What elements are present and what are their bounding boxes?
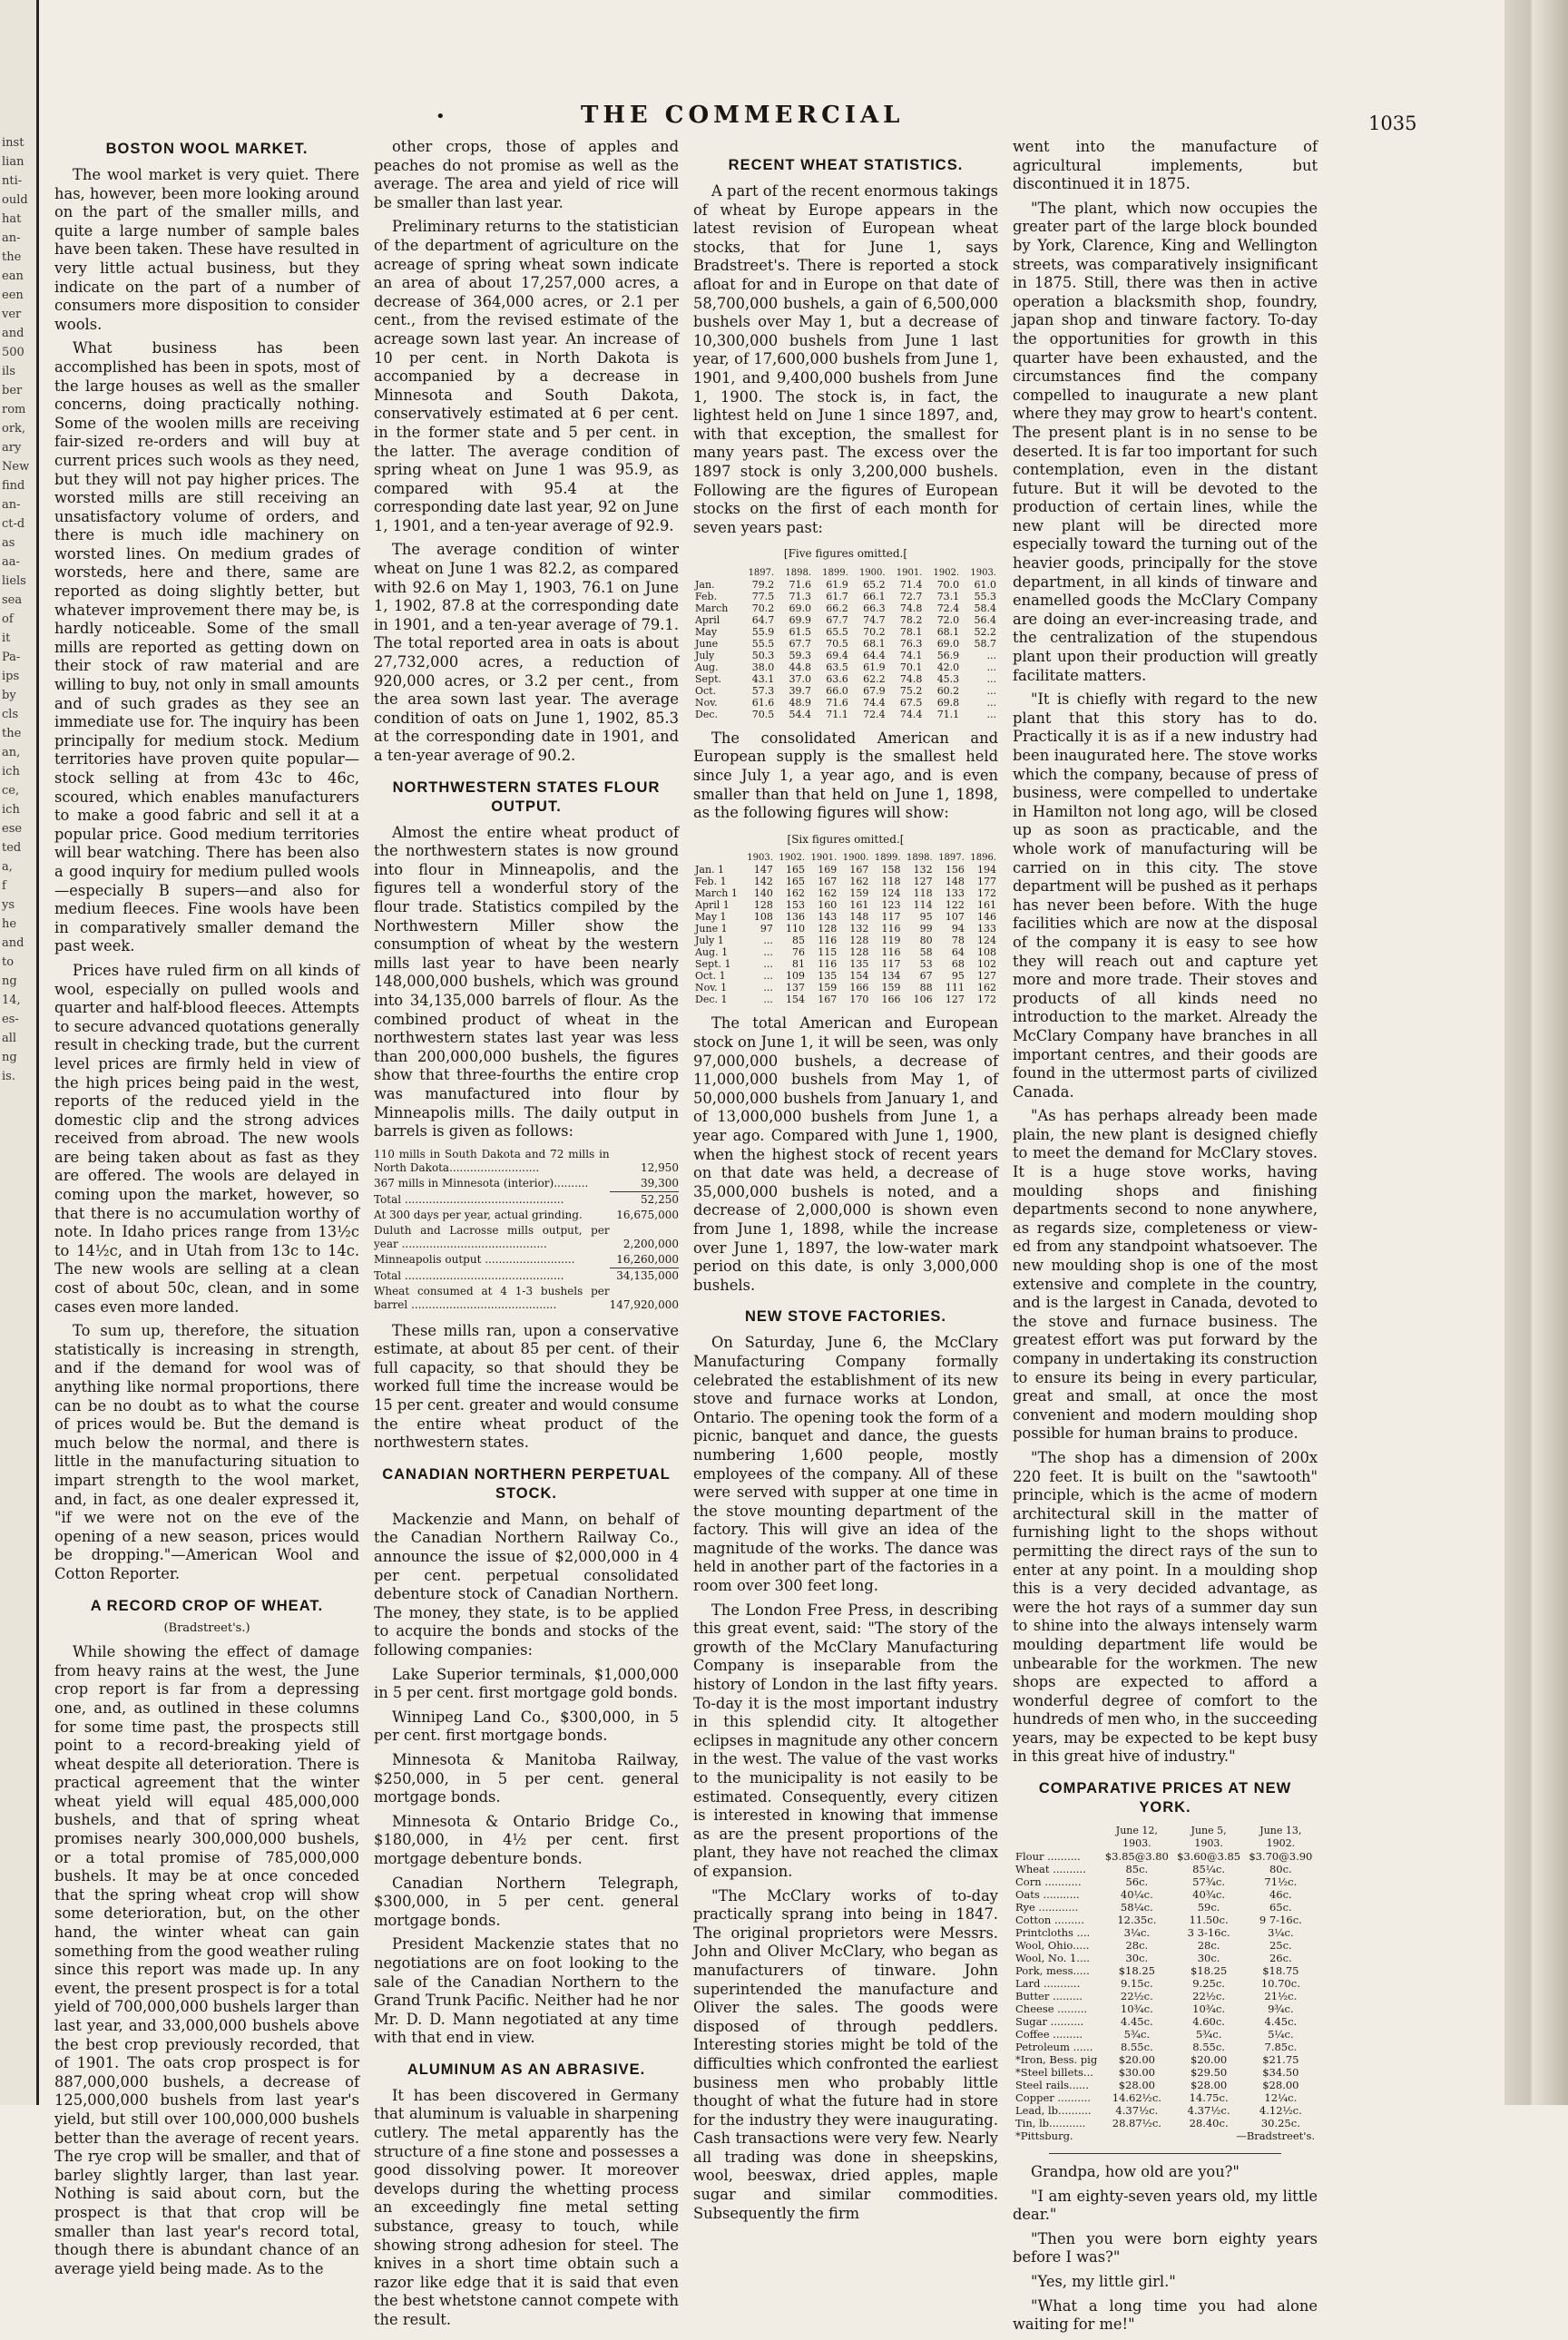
article-paragraph: "What a long time you had alone waiting for me!" — [1013, 2296, 1318, 2334]
article-title: CANADIAN NORTHERN PERPETUAL STOCK. — [382, 1465, 671, 1502]
previous-page-fragment: ver — [2, 308, 22, 321]
previous-page-fragment: he — [2, 917, 17, 931]
article-paragraph: These mills ran, upon a conservative estimate, at about 85 per cent. of their full capacity, so that should they be worked full time the increase would be 15 per cent. greater and would consume the entire wheat product of the northwestern states. — [374, 1321, 679, 1452]
table-row: Oct. 1 ... 109 135 154 134 67 95 127 — [695, 970, 996, 983]
previous-page-fragment: an- — [2, 231, 21, 245]
table-row: Dec. 1 ... 154 167 170 166 106 127 172 — [695, 994, 996, 1006]
previous-page-fragment: ng — [2, 974, 17, 988]
article-paragraph: other crops, those of apples and peaches do not promise as well as the average. The area and yield of rice will be smaller than last year. — [374, 138, 679, 211]
article-paragraph: It has been discovered in Germany that aluminum is valuable in sharpening cutlery. The metal apparently has the structure of a fine stone and possesses a good dissolving power. It moreover develops during the whetting process an exceedingly fine metal setting substance, greasy to touch, while showing strong adhesion for steel. The knives in a short time obtain such a razor like edge that it is said that even the best whetstone cannot compete with the result. — [374, 2086, 679, 2328]
previous-page-fragment: ct-d — [2, 517, 25, 531]
previous-page-fragment: es- — [2, 1013, 19, 1026]
table-row: Total .............................................. 52,250 — [374, 1192, 679, 1206]
article-title: NEW STOVE FACTORIES. — [744, 1308, 946, 1326]
article-paragraph: "The McClary works of to-day practically sprang into being in 1847. The original proprietors were Messrs. John and Oliver McClary, who began as manufacturers of tinware. John superintended the manufacture and Oliver the sales. The goods were disposed of through peddlers. Interesting stories might be told of the difficulties which confronted the earliest business men who probably little thought of what the future had in store for the industry they were inaugurating. Cash transactions were very few. Nearly all trading was done in sheepskins, wool, beeswax, dried apples, maple sugar and similar commodities. Subsequently the firm — [693, 1886, 998, 2222]
article-paragraph: Grandpa, how old are you?" — [1031, 2163, 1240, 2181]
table-header-row: June 12, 1903. June 5, 1903. June 13, 1902. — [1115, 1825, 1302, 1850]
previous-page-fragment: lian — [2, 155, 24, 169]
table-row: Duluth and Lacrosse mills output, per year .......................................... 2,200,000 — [374, 1223, 679, 1250]
previous-page-fragment: Pa- — [2, 651, 21, 664]
previous-page-fragment: an, — [2, 746, 21, 759]
table-row: Feb. 1 142 165 167 162 118 127 148 177 — [695, 876, 996, 888]
flour-output-table — [374, 1147, 679, 1313]
table-row: Corn ........... 56c. 57¾c. 71½c. — [1015, 1875, 1298, 1889]
table-row: July 1 ... 85 116 128 119 80 78 124 — [695, 935, 996, 947]
article-paragraph: Minnesota & Ontario Bridge Co., $180,000, in 4½ per cent. first mortgage debenture bonds. — [374, 1812, 679, 1867]
table-row: May 55.9 61.5 65.5 70.2 78.1 68.1 52.2 — [695, 625, 996, 638]
table-row: June 1 97 110 128 132 116 99 94 133 — [695, 923, 996, 935]
comparative-prices-table — [1013, 1825, 1318, 2142]
table-row: Cheese ......... 10¾c. 10¾c. 9¾c. — [1015, 2002, 1294, 2016]
article-paragraph: The total American and European stock on June 1, it will be seen, was only 97,000,000 bushels, a decrease of 11,000,000 bushels from May 1, of 50,000,000 bushels from January 1, and of 13,000,000 bushels from June 1, a year ago. Compared with June 1, 1900, when the highest stock of recent years on that date was held, a decrease of 35,000,000 bushels is noted, and a decrease of 2,000,000 is shown even from June 1, 1898, while the increase over June 1, 1897, the low-water mark period on this date, is only 3,000,000 bushels. — [693, 1014, 998, 1294]
table-row: Nov. 61.6 48.9 71.6 74.4 67.5 69.8 ... — [695, 696, 996, 709]
previous-page-fragment: ese — [2, 822, 23, 836]
article-paragraph: The consolidated American and European supply is the smallest held since July 1, a year ago, and is even smaller than that held on June 1, 1898, as the following figures will show: — [693, 729, 998, 822]
article-title: A RECORD CROP OF WHEAT. — [90, 1597, 324, 1614]
previous-page-edge — [0, 0, 39, 2105]
article-paragraph: "The shop has a dimension of 200x 220 feet. It is built on the "sawtooth" principle, which is the acme of modern architectural skill in the matter of furnishing light to the shops without permitting the direct rays of the sun to enter at any point. In a moulding shop this is a very decided advantage, as were the hot rays of a summer day sun to shine into the always intensely warm moulding department life would be unbearable for the workmen. The new shops are expected to afford a wonderful degree of comfort to the hundreds of men who, in the succeeding years, may be expected to be kept busy in this great hive of industry." — [1013, 1448, 1318, 1766]
table-row: Oct. 57.3 39.7 66.0 67.9 75.2 60.2 ... — [695, 684, 996, 697]
table-row: June 55.5 67.7 70.5 68.1 76.3 69.0 58.7 — [695, 637, 996, 650]
table-row: *Steel billets... $30.00 $29.50 $34.50 — [1015, 2066, 1299, 2080]
previous-page-fragment: ng — [2, 1051, 17, 1064]
table-row: Lard ........... 9.15c. 9.25c. 10.70c. — [1015, 1977, 1300, 1991]
previous-page-fragment: inst — [2, 136, 24, 150]
previous-page-fragment: rom — [2, 403, 26, 416]
article-paragraph: "The plant, which now occupies the greater part of the large block bounded by York, Clarence, King and Wellington streets, was comparatively insignificant in 1875. Still, there was then in active operation a blacksmith shop, foundry, japan shop and tinware factory. To-day the opportunities for growth in this quarter have been exhausted, and the circumstances find the company compelled to inaugurate a new plant where they may grow to heart's content. The present plant is in no sense to be deserted. It is far too important for such contemplation, even in the distant future. But it will be devoted to the production of certain lines, while the new plant will be directed more especially toward the turning out of the heavier goods, principally for the stove department, in all kinds of tinware and enamelled goods the McClary Company are doing an ever-increasing trade, and the centralization of the stupendous plant upon their production will greatly facilitate matters. — [1013, 199, 1318, 684]
previous-page-fragment: to — [2, 955, 15, 969]
book-page-edge — [1504, 0, 1568, 2105]
table-row: Feb. 77.5 71.3 61.7 66.1 72.7 73.1 55.3 — [695, 590, 996, 602]
previous-page-fragment: the — [2, 727, 22, 740]
table-row: Sept. 43.1 37.0 63.6 62.2 74.8 45.3 ... — [695, 672, 996, 685]
article-paragraph: "It is chiefly with regard to the new plant that this story has to do. Practically it is as if a new industry had been inaugurated here. The stove works which the company, because of press of business, were compelled to undertake in Hamilton not long ago, will be closed up as soon as practicable, and the whole work of manufacturing will be carried on in this city. The stove department will be pushed as it perhaps has never been before. With the huge facilities which are now at the disposal of the company it is easy to see how they will reach out and capture yet more and more trade. Their stoves and products of all kinds need no introduction to the market. Already the McClary Company have branches in all important centres, and their goods are found in the uttermost parts of civilized Canada. — [1013, 690, 1318, 1101]
previous-page-fragment: all — [2, 1032, 17, 1045]
table-row: Flour .......... $3.85@3.80 $3.60@3.85 $3.70@3.90 — [1015, 1850, 1313, 1864]
table-footnote-row: *Pittsburg. —Bradstreet's. — [1015, 2129, 1315, 2143]
previous-page-fragment: as — [2, 536, 15, 550]
previous-page-fragment: cls — [2, 708, 19, 721]
previous-page-fragment: the — [2, 250, 22, 264]
table-header-row: 1897. 1898. 1899. 1900. 1901. 1902. 1903. — [748, 567, 996, 578]
european-stocks-table — [693, 567, 998, 720]
article-paragraph: A part of the recent enormous takings of wheat by Europe appears in the latest revision of European wheat stocks, that for June 1, says Bradstreet's. There is reported a stock afloat for and in Europe on that date of 58,700,000 bushels, a gain of 6,500,000 bushels over May 1, but a decrease of 10,300,000 bushels from June 1 last year, of 17,600,000 bushels from June 1, 1901, and 9,400,000 bushels from June 1, 1900. The stock is, in fact, the lightest held on June 1 since 1897, and, with that exception, the smallest for many years past. The excess over the 1897 stock is only 3,200,000 bushels. Following are the figures of European stocks on the first of each month for seven years past: — [693, 182, 998, 536]
table-row: At 300 days per year, actual grinding. 16,675,000 — [374, 1208, 679, 1221]
table-row: Sugar .......... 4.45c. 4.60c. 4.45c. — [1015, 2015, 1298, 2029]
table-row: April 1 128 153 160 161 123 114 122 161 — [695, 899, 996, 912]
column-2 — [374, 138, 679, 2335]
page-number: 1035 — [1368, 113, 1417, 134]
table-row: *Iron, Bess. pig $20.00 $20.00 $21.75 — [1015, 2053, 1299, 2067]
table-row: Aug. 1 ... 76 115 128 116 58 64 108 — [695, 946, 996, 959]
table-row: Wheat consumed at 4 1-3 bushels per barrel .......................................... 147,920,000 — [374, 1284, 679, 1311]
previous-page-fragment: New — [2, 460, 30, 474]
table-row: Total .............................................. 34,135,000 — [374, 1268, 679, 1282]
previous-page-fragment: f — [2, 879, 6, 893]
table-row: Coffee ......... 5¾c. 5¾c. 5¼c. — [1015, 2028, 1294, 2041]
article-title: RECENT WHEAT STATISTICS. — [728, 157, 964, 173]
previous-page-fragment: nti- — [2, 174, 23, 188]
article-paragraph: Preliminary returns to the statistician of the department of agriculture on the acreage of spring wheat sown indicate an area of about 17,257,000 acres, a decrease of 364,000 acres, or 2.1 per cent., from the revised estimate of the acreage sown last year. An increase of 10 per cent. in North Dakota is accompanied by a decrease in Minnesota and South Dakota, conservatively estimated at 6 per cent. in the former state and 5 per cent. in the latter. The average condition of spring wheat on June 1 was 95.9, as compared with 95.4 at the corresponding date last year, 92 on June 1, 1901, and a ten-year average of 92.9. — [374, 218, 679, 534]
table-row: Jan. 1 147 165 169 167 158 132 156 194 — [695, 864, 996, 876]
previous-page-fragment: liels — [2, 574, 26, 588]
article-paragraph: Winnipeg Land Co., $300,000, in 5 per cent. first mortgage bonds. — [374, 1708, 679, 1745]
newspaper-page: • THE COMMERCIAL 1035 BOSTON WOOL MARKET. The wool market is very quiet. There has, however, been more looking around on the part of the smaller mills, and quite a large number of sample bales have been taken. These have resulted in very little actual business, but they indicate on the part of a number of consumers more disposition to consider wools. What business has been accomplished has been in spots, most of the large houses as well as the smaller concerns, doing practically nothing. Some of the woolen mills are receiving fair-sized re-orders and will buy at current prices such wools as they need, but they will not pay higher prices. The worsted mills are still receiving an unsatisfactory volume of orders, and there is much idle machinery on worsted lines. On medium grades of worsteds, here and there, same are reported as doing slightly better, but whatever improvement there may be, is hardly noticeable. Some of the small mills are reported as getting down on their stock of raw material and are willing to buy, not only in small amounts and of such grades as they see an immediate use for. The inquiry has been principally for medium stock. Medium territories have proven quite popular—stock selling at from 43c to 46c, scoured, which enables manufacturers to make a good fabric and sell it at a popular price. Good medium territories will bear watching. There has been also a good inquiry for medium pulled wools—especially B supers—and also for medium fleeces. Fine wools have been in comparatively smaller demand the past week. Prices have ruled firm on all kinds of wool, especially on pulled wools and quarter and half-blood fleeces. Attempts to secure advanced quotations generally result in checking trade, but the current level prices are firmly held in view of the high prices being paid in the west, reports of the reduced yield in the domestic clip and the strong advices received from abroad. The new wools are being taken about as fast as they are offered. The wools are delayed in coming upon the market, however, so that there is no accumulation worthy of note. In Idaho prices range from 13½c to 14½c, and in Utah from 13c to 14c. The new wools are selling at a clean cost of about 50c, clean, and in some cases even more landed. To sum up, therefore, the situation statistically is increasing in strength, and if the demand for wool was of anything like normal proportions, there can be no doubt as to what the course of prices would be. But the demand is much below the normal, and there is little in the manufacturing situation to impart strength to the wool market, and, in fact, as one dealer expressed it, "if we were not on the eve of the opening of a new season, prices would be dropping."—American Wool and Cotton Reporter. A RECORD CROP OF WHEAT. (Bradstreet's.) While showing the effect of damage from heavy rains at the west, the June crop report is far from a depressing one, and, as outlined in these columns for some time past, the prospects still point to a record-breaking yield of wheat despite all deterioration. There is practical agreement that the winter wheat yield will equal 485,000,000 bushels, and that of spring wheat promises nearly 300,000,000 bushels, or a total promise of 785,000,000 bushels. It may be at once conceded that the spring wheat crop will show some deterioration, but, on the other hand, the winter wheat can gain something from the good weather ruling since this report was made up. In any event, the present prospect is for a total yield of 700,000,000 bushels larger than last year, and 33,000,000 bushels above the best crop previously recorded, that of 1901. The oats crop prospect is for 887,000,000 bushels, a decrease of 125,000,000 bushels from last year's yield, but still over 100,000,000 bushels better than the average of recent years. The rye crop will be smaller, and that of barley slightly larger, than last year. Nothing is said about corn, but the prospect is that that crop will be smaller than last year's record total, though there is abundant chance of an average yield being made. As to the other crops, those of apples and peaches do not promise as well as the average. The area and yield of rice will be smaller than last year. Preliminary returns to the statistician of the department of agriculture on the acreage of spring wheat sown indicate an area of about 17,257,000 acres, a decrease of 364,000 acres, or 2.1 per cent., from the revised estimate of the acreage sown last year. An increase of 10 per cent. in North Dakota is accompanied by a decrease in Minnesota and South Dakota, conservatively estimated at 6 per cent. in the former state and 5 per cent. in the latter. The average condition of spring wheat on June 1 was 95.9, as compared with 95.4 at the corresponding date last year, 92 on June 1, 1901, and a ten-year average of 92.9. The average condition of winter wheat on June 1 was 82.2, as compared with 92.6 on May 1, 1903, 76.1 on June 1, 1902, 87.8 at the corresponding date in 1901, and a ten-year average of 79.1. The total reported area in oats is about 27,732,000 acres, a reduction of 920,000 acres, or 3.2 per cent., from the area sown last year. The average condition of oats on June 1, 1902, 85.3 at the corresponding date in 1901, and a ten-year average of 90.2. NORTHWESTERN STATES FLOUR OUTPUT. Almost the entire wheat product of the northwestern states is now ground into flour in Minneapolis, and the figures tell a wonderful story of the flour trade. Statistics compiled by the Northwestern Miller show the consumption of wheat by the western mills last year to have been nearly 148,000,000 bushels, which was ground into 34,135,000 barrels of flour. As the combined product of wheat in the northwestern states last year was less than 200,000,000 bushels, the figures show that three-fourths the entire crop was manufactured into flour by Minneapolis mills. The daily output in barrels is given as follows: 110 mills in South Dakota and 72 mills in North Dakota.......................... 12,950 367 mills in Minnesota (interior).......... 39,300 Total .............................................. 52,250 At 300 days per year, actual grinding. 16,675,000 Duluth and Lacrosse mills output, per year .......................................... 2,200,000 Minneapolis output .......................... 16,260,000 Total .............................................. 34,135,000 Wheat consumed at 4 1-3 bushels per barrel .......................................... 147,920,000 These mills ran, upon a conservative estimate, at about 85 per cent. of their full capacity, so that should they be worked full time the increase would be 15 per cent. greater and would consume the entire wheat product of the northwestern states. CANADIAN NORTHERN PERPETUAL STOCK. Mackenzie and Mann, on behalf of the Canadian Northern Railway Co., announce the issue of $2,000,000 in 4 per cent. perpetual consolidated debenture stock of Canadian Northern. The money, they state, is to be applied to acquire the bonds and stocks of the following companies: Lake Superior terminals, $1,000,000 in 5 per cent. first mortgage gold bonds. Winnipeg Land Co., $300,000, in 5 per cent. first mortgage bonds. Minnesota & Manitoba Railway, $250,000, in 5 per cent. general mortgage bonds. Minnesota & Ontario Bridge Co., $180,000, in 4½ per cent. first mortgage debenture bonds. Canadian Northern Telegraph, $300,000, in 5 per cent. general mortgage bonds. President Mackenzie states that no negotiations are on foot looking to the sale of the Canadian Northern to the Grand Trunk Pacific. Neither had he nor Mr. D. D. Mann negotiated at any time with that end in view. ALUMINUM AS AN ABRASIVE. It has been discovered in Germany that aluminum is valuable in sharpening cutlery. The metal apparently has the structure of a fine stone and possesses a good dissolving power. It moreover develops during the whetting process an exceedingly fine metal setting substance, greasy to touch, while showing strong adhesion for steel. The knives in a short time obtain such a razor like edge that it is said that even the best whetstone cannot compete with the result. RECENT WHEAT STATISTICS. A part of the recent enormous takings of wheat by Europe appears in the latest revision of European wheat stocks, that for June 1, says Bradstreet's. There is reported a stock afloat for and in Europe on that date of 58,700,000 bushels, a gain of 6,500,000 bushels over May 1, but a decrease of 10,300,000 bushels from June 1 last year, of 17,600,000 bushels from June 1, 1901, and 9,400,000 bushels from June 1, 1900. The stock is, in fact, the lightest held on June 1 since 1897, and, with that exception, the smallest for many years past. The excess over the 1897 stock is only 3,200,000 bushels. Following are the figures of European stocks on the first of each month for seven years past: [Five figures omitted.[ 1897. 1898. 1899. 1900. 1901. 1902. 1903. Jan. 79.2 71.6 61.9 65.2 71.4 70.0 61.0 Feb. 77.5 71.3 61.7 66.1 72.7 73.1 55.3 March 70.2 69.0 66.2 66.3 74.8 72.4 58.4 April 64.7 69.9 67.7 74.7 78.2 72.0 56.4 May 55.9 61.5 65.5 70.2 78.1 68.1 52.2 June 55.5 67.7 70.5 68.1 76.3 69.0 58.7 July 50.3 59.3 69.4 64.4 74.1 56.9 ... Aug. 38.0 44.8 63.5 61.9 70.1 42.0 ... Sept. 43.1 37.0 63.6 62.2 74.8 45.3 ... Oct. 57.3 39.7 66.0 67.9 75.2 60.2 ... Nov. 61.6 48.9 71.6 74.4 67.5 69.8 ... Dec. 70.5 54.4 71.1 72.4 74.4 71.1 ... The consolidated American and European supply is the smallest held since July 1, a year ago, and is even smaller than that held on June 1, 1898, as the following figures will show: [Six figures omitted.[ 1903. 1902. 1901. 1900. 1899. 1898. 1897. 1896. Jan. 1 147 165 169 167 158 132 156 194 Feb. 1 142 165 167 162 118 127 148 177 March 1 140 162 162 159 124 118 133 172 April 1 128 153 160 161 123 114 122 161 May 1 108 136 143 148 117 95 107 146 June 1 97 110 128 132 116 99 94 133 July 1 ... 85 116 128 119 80 78 124 Aug. 1 ... 76 115 128 116 58 64 108 Sept. 1 ... 81 116 135 117 53 68 102 Oct. 1 ... 109 135 154 134 67 95 127 Nov. 1 ... 137 159 166 159 88 111 162 Dec. 1 ... 154 167 170 166 106 127 172 The total American and European stock on June 1, it will be seen, was only 97,000,000 bushels, a decrease of 11,000,000 bushels from May 1, of 50,000,000 bushels from January 1, and of 13,000,000 bushels from June 1, a year ago. Compared with June 1, 1900, when the highest stock of recent years on that date was held, a decrease of 35,000,000 bushels is noted, and a decrease of 2,000,000 is shown even from June 1, 1898, while the increase over June 1, 1897, the low-water mark period on this date, is only 3,000,000 bushels. NEW STOVE FACTORIES. On Saturday, June 6, the McClary Manufacturing Company formally celebrated the establishment of its new stove and furnace works at London, Ontario. The opening took the form of a picnic, banquet and dance, the guests numbering 1,600 people, mostly employees of the company. All of these were served with supper at one time in the stove mounting department of the factory. This will give an idea of the magnitude of the works. The dance was held in another part of the factories in a room over 300 feet long. The London Free Press, in describing this great event, said: "The story of the growth of the McClary Manufacturing Company is inseparable from the history of London in the last fifty years. To-day it is the most important industry in this splendid city. It altogether eclipses in magnitude any other concern in the west. The value of the vast works to the municipality is not easily to be estimated. Consequently, every citizen is interested in knowing that immense as are the present proportions of the plant, they have not reached the climax of expansion. "The McClary works of to-day practically sprang into being in 1847. The original proprietors were Messrs. John and Oliver McClary, who began as manufacturers of tinware. John superintended the manufacture and Oliver the sales. The goods were disposed of through peddlers. Interesting stories might be told of the difficulties which confronted the earliest business men who probably little thought of what the future had in store for the industry they were inaugurating. Cash transactions were very few. Nearly all trading was done in sheepskins, wool, beeswax, dried apples, maple sugar and similar commodities. Subsequently the firm went into the manufacture of agricultural implements, but discontinued it in 1875. "The plant, which now occupies the greater part of the large block bounded by York, Clarence, King and Wellington streets, was comparatively insignificant in 1875. Still, there was then in active operation a blacksmith shop, foundry, japan shop and tinware factory. To-day the opportunities for growth in this quarter have been exhausted, and the circumstances find the company compelled to inaugurate a new plant where they may grow to heart's content. The present plant is in no sense to be deserted. It is far too important for such contemplation, even in the distant future. But it will be devoted to the production of certain lines, while the new plant will be directed more especially toward the turning out of the heavier goods, principally for the stove department, in all kinds of tinware and enamelled goods the McClary Company are doing an ever-increasing trade, and the centralization of the stupendous plant upon their production will greatly facilitate matters. "It is chiefly with regard to the new plant that this story has to do. Practically it is as if a new industry had been inaugurated here. The stove works which the company, because of press of business, were compelled to undertake in Hamilton not long ago, will be closed up as soon as practicable, and the whole work of manufacturing will be carried on in this city. The stove department will be pushed as it perhaps has never been before. With the huge facilities which are now at the disposal of the company it is easy to see how they will reach out and capture yet more and more trade. Their stoves and products of all kinds need no introduction to the market. Already the McClary Company have branches in all important centres, and their goods are found in the uttermost parts of civilized Canada. "As has perhaps already been made plain, the new plant is designed chiefly to meet the demand for McClary stoves. It is a huge stove works, having moulding shops and finishing departments second to none anywhere, as regards size, completeness or view-ed from any standpoint whatsoever. The new moulding shop is one of the most extensive and complete in the country, and is the largest in Canada, devoted to the stove and furnace business. The greatest effort was put forward by the company in undertaking its construction to ensure its being in every particular, great and small, at once the most convenient and modern moulding shop possible for human brains to produce. "The shop has a dimension of 200x 220 feet. It is built on the "sawtooth" principle, which is the acme of modern architectural skill in the matter of furnishing light to the shops without permitting the direct rays of the sun to enter at any point. In a moulding shop this is a very decided advantage, as were the hot rays of a summer day sun to shine into the always intensely warm moulding department life would be unbearable for the workmen. The new shops are expected to afford a wonderful degree of comfort to the hundreds of men who, in the succeeding years, may be expected to be kept busy in this great hive of industry." COMPARATIVE PRICES AT NEW YORK. June 12, 1903. June 5, 1903. June 13, 1902. Flour .......... $3.85@3.80 $3.60@3.85 $3.70@3.90 Wheat .......... 85c. 85¼c. 80c. Corn ........... 56c. 57¾c. 71½c. Oats ........... 40¼c. 40¾c. 46c. Rye ............ 58¼c. 59c. 65c. Cotton ......... 12.35c. 11.50c. 9 7-16c. Printcloths .... 3¼c. 3 3-16c. 3¼c. Wool, Ohio..... 28c. 28c. 25c. Wool, No. 1.... 30c. 30c. 26c. Pork, mess..... $18.25 $18.25 $18.75 Lard ........... 9.15c. 9.25c. 10.70c. Butter ......... 22½c. 22½c. 21½c. Cheese ......... 10¾c. 10¾c. 9¾c. Sugar .......... 4.45c. 4.60c. 4.45c. Coffee ......... 5¾c. 5¾c. 5¼c. Petroleum ...... 8.55c. 8.55c. 7.85c. *Iron, Bess. pig $20.00 $20.00 $21.75 *Steel billets... $30.00 $29.50 $34.50 Steel rails...... $28.00 $28.00 $28.00 Copper .......... 14.62½c. 14.75c. 12¼c. Lead, lb.......... 4.37½c. 4.37½c. 4.12½c. Tin, lb........... 28.87½c. 28.40c. 30.25c. *Pittsburg. —Bradstreet's. Grandpa, how old are you?" "I am eighty-seven years old, my little dear." "Then you were born eighty years before I was?" "Yes, my little girl." "What a long time you had alone waiting for me!" — [36, 0, 1504, 2105]
article-paragraph: While showing the effect of damage from heavy rains at the west, the June crop report is far from a depressing one, and, as outlined in these columns for some time past, the prospects still point to a record-breaking yield of wheat despite all deterioration. There is practical agreement that the winter wheat yield will equal 485,000,000 bushels, and that of spring wheat promises nearly 300,000,000 bushels, or a total promise of 785,000,000 bushels. It may be at once conceded that the spring wheat crop will show some deterioration, but, on the other hand, the winter wheat can gain something from the good weather ruling since this report was made up. In any event, the present prospect is for a total yield of 700,000,000 bushels larger than last year, and 33,000,000 bushels above the best crop previously recorded, that of 1901. The oats crop prospect is for 887,000,000 bushels, a decrease of 125,000,000 bushels from last year's yield, but still over 100,000,000 bushels better than the average of recent years. The rye crop will be smaller, and that of barley slightly larger, than last year. Nothing is said about corn, but the prospect is that that crop will be smaller than last year's record total, though there is abundant chance of an average yield being made. As to the — [54, 1643, 359, 2277]
previous-page-fragment: ork, — [2, 422, 26, 436]
column-1 — [54, 138, 359, 2284]
article-paragraph: To sum up, therefore, the situation statistically is increasing in strength, and if the demand for wool was of anything like normal proportions, there can be no doubt as to what the course of prices would be. But the demand is much below the normal, and there is little in the manufacturing situation to impart strength to the wool market, and, in fact, as one dealer expressed it, "if we were not on the eve of the opening of a new season, prices would be dropping."—American Wool and Cotton Reporter. — [54, 1322, 359, 1582]
table-row: Nov. 1 ... 137 159 166 159 88 111 162 — [695, 982, 996, 994]
table-row: May 1 108 136 143 148 117 95 107 146 — [695, 911, 996, 924]
table-row: Lead, lb.......... 4.37½c. 4.37½c. 4.12½c. — [1015, 2104, 1302, 2118]
previous-page-fragment: ted — [2, 841, 22, 855]
article-title: NORTHWESTERN STATES FLOUR OUTPUT. — [392, 778, 661, 815]
article-paragraph: President Mackenzie states that no negotiations are on foot looking to the sale of the Canadian Northern to the Grand Trunk Pacific. Neither had he nor Mr. D. D. Mann negotiated at any time with that end in view. — [374, 1935, 679, 2047]
previous-page-fragment: an- — [2, 498, 21, 512]
american-european-supply-table — [693, 852, 998, 1005]
previous-page-fragment: of — [2, 612, 14, 626]
previous-page-fragment: and — [2, 327, 24, 340]
previous-page-fragment: ips — [2, 670, 20, 683]
table-row: July 50.3 59.3 69.4 64.4 74.1 56.9 ... — [695, 649, 996, 661]
previous-page-fragment: ce, — [2, 784, 20, 798]
article-paragraph: Mackenzie and Mann, on behalf of the Canadian Northern Railway Co., announce the issue of $2,000,000 in 4 per cent. perpetual consolidated debenture stock of Canadian Northern. The money, they state, is to be applied to acquire the bonds and stocks of the following companies: — [374, 1510, 679, 1659]
table-caption: [Six figures omitted.[ — [787, 832, 905, 846]
table-row: Copper .......... 14.62½c. 14.75c. 12¼c. — [1015, 2091, 1298, 2105]
table-header-row: 1903. 1902. 1901. 1900. 1899. 1898. 1897. 1896. — [747, 853, 996, 864]
article-paragraph: went into the manufacture of agricultural implements, but discontinued it in 1875. — [1013, 138, 1318, 193]
table-row: 110 mills in South Dakota and 72 mills in North Dakota.......................... 12,950 — [374, 1147, 679, 1174]
table-row: Jan. 79.2 71.6 61.9 65.2 71.4 70.0 61.0 — [695, 578, 996, 591]
article-title: ALUMINUM AS AN ABRASIVE. — [407, 2061, 646, 2078]
article-paragraph: "I am eighty-seven years old, my little dear." — [1013, 2187, 1318, 2224]
article-paragraph: The average condition of winter wheat on June 1 was 82.2, as compared with 92.6 on May 1, 1903, 76.1 on June 1, 1902, 87.8 at the corresponding date in 1901, and a ten-year average of 79.1. The total reported area in oats is about 27,732,000 acres, a reduction of 920,000 acres, or 3.2 per cent., from the area sown last year. The average condition of oats on June 1, 1902, 85.3 at the corresponding date in 1901, and a ten-year average of 90.2. — [374, 541, 679, 764]
previous-page-fragment: ean — [2, 269, 24, 283]
article-paragraph: Lake Superior terminals, $1,000,000 in 5 per cent. first mortgage gold bonds. — [374, 1665, 679, 1702]
table-row: 367 mills in Minnesota (interior).......... 39,300 — [374, 1176, 679, 1190]
previous-page-fragment: 500 — [2, 346, 24, 359]
table-row: Tin, lb........... 28.87½c. 28.40c. 30.25c. — [1015, 2117, 1300, 2130]
previous-page-fragment: sea — [2, 593, 23, 607]
table-row: Dec. 70.5 54.4 71.1 72.4 74.4 71.1 ... — [695, 708, 996, 720]
previous-page-fragment: aa- — [2, 555, 20, 569]
previous-page-fragment: ils — [2, 365, 15, 378]
previous-page-fragment: by — [2, 689, 16, 702]
article-paragraph: Minnesota & Manitoba Railway, $250,000, in 5 per cent. general mortgage bonds. — [374, 1750, 679, 1806]
table-row: April 64.7 69.9 67.7 74.7 78.2 72.0 56.4 — [695, 613, 996, 626]
previous-page-fragment: ber — [2, 384, 23, 397]
article-paragraph: The wool market is very quiet. There has, however, been more looking around on the part of the smaller mills, and quite a large number of sample bales have been taken. These have resulted in very little actual business, but they indicate on the part of a number of consumers more disposition to consider wools. — [54, 166, 359, 333]
previous-page-fragment: find — [2, 479, 25, 493]
table-row: Printcloths .... 3¼c. 3 3-16c. 3¼c. — [1015, 1926, 1294, 1940]
previous-page-fragment: and — [2, 936, 24, 950]
column-3 — [693, 138, 998, 2228]
table-row: Cotton ......... 12.35c. 11.50c. 9 7-16c. — [1015, 1914, 1302, 1927]
table-row: Steel rails...... $28.00 $28.00 $28.00 — [1015, 2079, 1299, 2092]
article-paragraph: "Yes, my little girl." — [1031, 2273, 1176, 2291]
table-row: March 70.2 69.0 66.2 66.3 74.8 72.4 58.4 — [695, 602, 996, 614]
previous-page-fragment: ich — [2, 765, 20, 778]
table-row: Butter ......... 22½c. 22½c. 21½c. — [1015, 1990, 1298, 2003]
article-paragraph: "Then you were born eighty years before I was?" — [1013, 2229, 1318, 2267]
article-paragraph: Prices have ruled firm on all kinds of wool, especially on pulled wools and quarter and half-blood fleeces. Attempts to secure advanced quotations generally result in checking trade, but the current level prices are firmly held in view of the high prices being paid in the west, reports of the reduced yield in the domestic clip and the strong advices received from abroad. The new wools are being taken about as fast as they are offered. The wools are delayed in coming upon the market, however, so that there is no accumulation worthy of note. In Idaho prices range from 13½c to 14½c, and in Utah from 13c to 14c. The new wools are selling at a clean cost of about 50c, clean, and in some cases even more landed. — [54, 961, 359, 1316]
article-paragraph: On Saturday, June 6, the McClary Manufacturing Company formally celebrated the establishment of its new stove and furnace works at London, Ontario. The opening took the form of a picnic, banquet and dance, the guests numbering 1,600 people, mostly employees of the company. All of these were served with supper at one time in the stove mounting department of the factory. This will give an idea of the magnitude of the works. The dance was held in another part of the factories in a room over 300 feet long. — [693, 1334, 998, 1595]
table-row: March 1 140 162 162 159 124 118 133 172 — [695, 887, 996, 900]
previous-page-fragment: ich — [2, 803, 20, 817]
table-caption: [Five figures omitted.[ — [783, 547, 908, 561]
article-paragraph: The London Free Press, in describing this great event, said: "The story of the growth of the McClary Manufacturing Company is inseparable from the history of London in the last fifty years. To-day it is the most important industry in this splendid city. It altogether eclipses in magnitude any other concern in the west. The value of the vast works to the municipality is not easily to be estimated. Consequently, every citizen is interested in knowing that immense as are the present proportions of the plant, they have not reached the climax of expansion. — [693, 1601, 998, 1880]
table-row: Oats ........... 40¼c. 40¾c. 46c. — [1015, 1888, 1292, 1902]
column-4 — [1013, 138, 1318, 2340]
article-title: COMPARATIVE PRICES AT NEW YORK. — [1038, 1780, 1292, 1816]
previous-page-fragment: 14, — [2, 994, 21, 1007]
article-paragraph: Canadian Northern Telegraph, $300,000, in 5 per cent. general mortgage bonds. — [374, 1874, 679, 1929]
article-source: (Bradstreet's.) — [163, 1620, 250, 1635]
table-row: Minneapolis output .......................... 16,260,000 — [374, 1252, 679, 1267]
table-row: Pork, mess..... $18.25 $18.25 $18.75 — [1015, 1964, 1299, 1978]
table-row: Wool, Ohio..... 28c. 28c. 25c. — [1015, 1939, 1292, 1953]
previous-page-fragment: ys — [2, 898, 15, 912]
article-paragraph: "As has perhaps already been made plain, the new plant is designed chiefly to meet the demand for McClary stoves. It is a huge stove works, having moulding shops and finishing departments second to none anywhere, as regards size, completeness or view-ed from any standpoint whatsoever. The new moulding shop is one of the most extensive and complete in the country, and is the largest in Canada, devoted to the stove and furnace business. The greatest effort was put forward by the company in undertaking its construction to ensure its being in every particular, great and small, at once the most convenient and modern moulding shop possible for human brains to produce. — [1013, 1107, 1318, 1443]
table-row: Wool, No. 1.... 30c. 30c. 26c. — [1015, 1952, 1292, 1965]
article-paragraph: Almost the entire wheat product of the northwestern states is now ground into flour in Minneapolis, and the figures tell a wonderful story of the flour trade. Statistics compiled by the Northwestern Miller show the consumption of wheat by the western mills last year to have been nearly 148,000,000 bushels, which was ground into 34,135,000 barrels of flour. As the combined product of wheat in the northwestern states last year was less than 200,000,000 bushels, the figures show that three-fourths the entire crop was manufactured into flour by Minneapolis mills. The daily output in barrels is given as follows: — [374, 823, 679, 1141]
publication-title: THE COMMERCIAL — [581, 102, 905, 129]
table-row: Petroleum ...... 8.55c. 8.55c. 7.85c. — [1015, 2041, 1298, 2054]
previous-page-fragment: a, — [2, 860, 13, 874]
table-row: Rye ............ 58¼c. 59c. 65c. — [1015, 1901, 1292, 1914]
divider — [1049, 2153, 1281, 2154]
previous-page-fragment: ary — [2, 441, 22, 455]
article-paragraph: What business has been accomplished has been in spots, most of the large houses as well as the smaller concerns, doing practically nothing. Some of the woolen mills are receiving fair-sized re-orders and will buy at current prices such wools as they need, but they will not pay higher prices. The worsted mills are still receiving an unsatisfactory volume of orders, and there is much idle machinery on worsted lines. On medium grades of worsteds, here and there, same are reported as doing slightly better, but whatever improvement there may be, is hardly noticeable. Some of the small mills are reported as getting down on their stock of raw material and are willing to buy, not only in small amounts and of such grades as they see an immediate use for. The inquiry has been principally for medium stock. Medium territories have proven quite popular—stock selling at from 43c to 46c, scoured, which enables manufacturers to make a good fabric and sell it at a popular price. Good medium territories will bear watching. There has been also a good inquiry for medium pulled wools—especially B supers—and also for medium fleeces. Fine wools have been in comparatively smaller demand the past week. — [54, 339, 359, 955]
table-row: Wheat .......... 85c. 85¼c. 80c. — [1015, 1863, 1292, 1876]
previous-page-fragment: is. — [2, 1070, 15, 1083]
previous-page-fragment: ould — [2, 193, 28, 207]
table-row: Aug. 38.0 44.8 63.5 61.9 70.1 42.0 ... — [695, 661, 996, 673]
previous-page-fragment: hat — [2, 212, 22, 226]
previous-page-fragment: it — [2, 632, 11, 645]
previous-page-fragment: een — [2, 289, 24, 302]
table-row: Sept. 1 ... 81 116 135 117 53 68 102 — [695, 958, 996, 971]
article-title: BOSTON WOOL MARKET. — [105, 141, 309, 157]
